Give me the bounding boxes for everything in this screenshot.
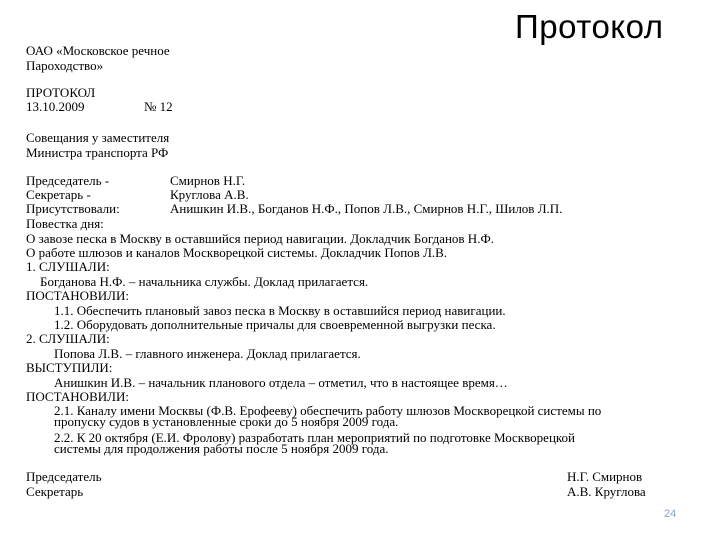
secretary-name: Круглова А.В. [170, 187, 249, 202]
signature-chair-name: Н.Г. Смирнов [567, 469, 643, 484]
section2-spoke-label: ВЫСТУПИЛИ: [26, 360, 113, 375]
section2-decided-label: ПОСТАНОВИЛИ: [26, 389, 129, 404]
agenda-item-1: О завозе песка в Москву в оставшийся период навигации. Докладчик Богданов Н.Ф. [26, 231, 494, 246]
section1-decided-label: ПОСТАНОВИЛИ: [26, 288, 129, 303]
section2-decision-1-line-1: 2.1. Каналу имени Москвы (Ф.В. Ерофееву) обеспечить работу шлюзов Москворецкой системы по [54, 403, 602, 418]
signature-chair-label: Председатель [26, 469, 102, 484]
section2-decision-1-line-2: пропуску судов в установленные сроки до 5 ноября 2009 года. [54, 414, 399, 429]
protocol-label: ПРОТОКОЛ [26, 85, 96, 100]
signature-secretary-name: А.В. Круглова [567, 484, 646, 499]
meeting-line-1: Совещания у заместителя [26, 130, 170, 145]
section2-decision-2-line-2: системы для продолжения работы после 5 ноября 2009 года. [54, 441, 389, 456]
slide-title: Протокол [515, 8, 664, 45]
meeting-line-2: Министра транспорта РФ [26, 145, 169, 160]
org-line-2: Пароходство» [26, 58, 104, 73]
chair-label: Председатель - [26, 173, 110, 188]
protocol-number: № 12 [144, 99, 173, 114]
section1-heard-label: 1. СЛУШАЛИ: [26, 259, 110, 274]
section2-heard-label: 2. СЛУШАЛИ: [26, 331, 110, 346]
protocol-date: 13.10.2009 [26, 99, 85, 114]
org-line-1: ОАО «Московское речное [26, 43, 170, 58]
agenda-label: Повестка дня: [26, 216, 104, 231]
present-label: Присутствовали: [26, 201, 120, 216]
chair-name: Смирнов Н.Г. [170, 173, 246, 188]
section2-heard-text: Попова Л.В. – главного инженера. Доклад прилагается. [54, 346, 361, 361]
page-number: 24 [664, 508, 677, 520]
secretary-label: Секретарь - [26, 187, 91, 202]
section2-decision-2-line-1: 2.2. К 20 октября (Е.И. Фролову) разработать план мероприятий по подготовке Москворецкой [54, 430, 576, 445]
present-names: Анишкин И.В., Богданов Н.Ф., Попов Л.В., Смирнов Н.Г., Шилов Л.П. [170, 201, 563, 216]
agenda-item-2: О работе шлюзов и каналов Москворецкой системы. Докладчик Попов Л.В. [26, 245, 448, 260]
section1-heard-text: Богданова Н.Ф. – начальника службы. Доклад прилагается. [40, 274, 369, 289]
signature-secretary-label: Секретарь [26, 484, 84, 499]
section2-spoke-text: Анишкин И.В. – начальник планового отдела – отметил, что в настоящее время… [54, 375, 508, 390]
section1-decision-2: 1.2. Оборудовать дополнительные причалы для своевременной выгрузки песка. [54, 317, 496, 332]
section1-decision-1: 1.1. Обеспечить плановый завоз песка в Москву в оставшийся период навигации. [54, 303, 506, 318]
